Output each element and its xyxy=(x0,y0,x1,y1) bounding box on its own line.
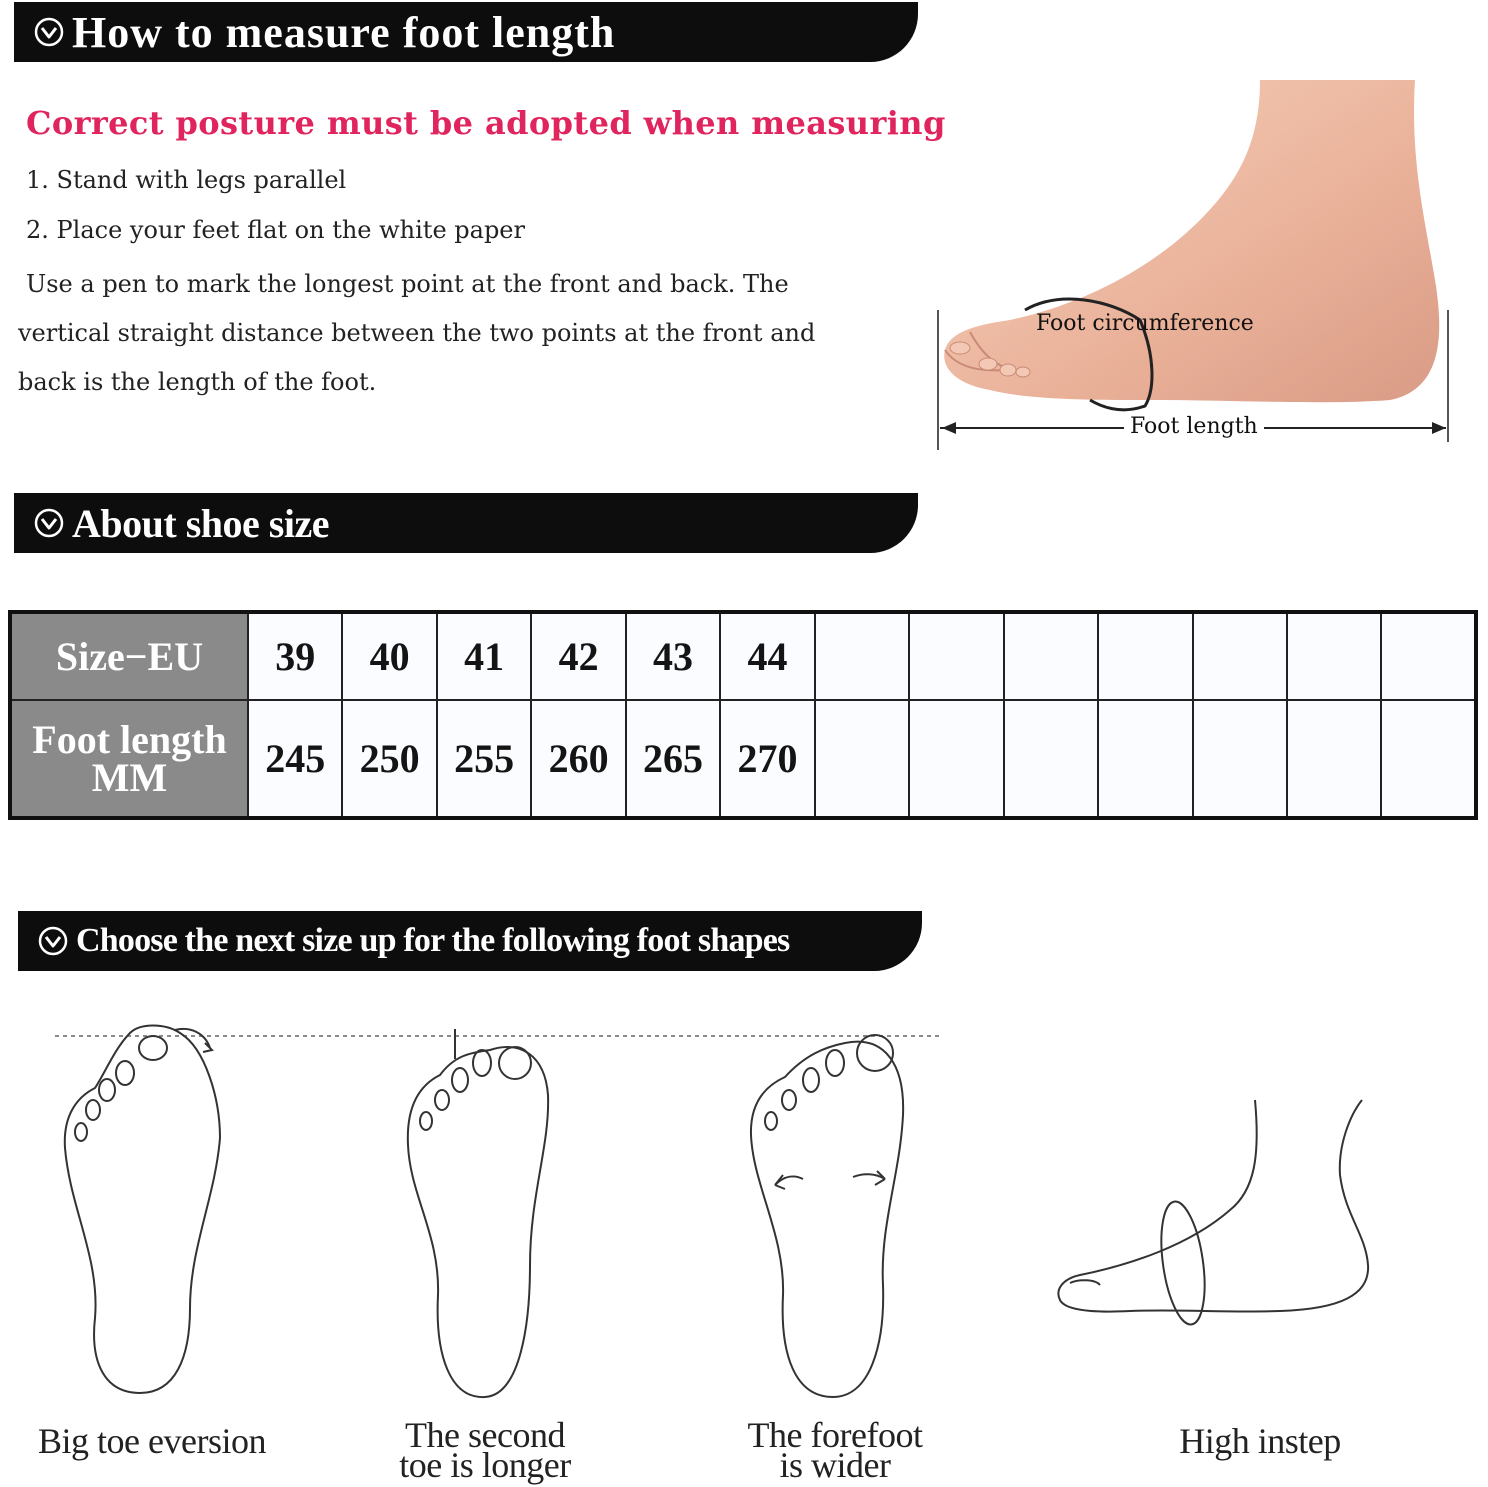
length-cell: 250 xyxy=(342,700,436,818)
length-cell: 245 xyxy=(248,700,342,818)
length-cell: 255 xyxy=(437,700,531,818)
length-cell xyxy=(1004,700,1098,818)
size-row xyxy=(10,612,1476,700)
shape-label-forefoot-wider: The forefoot is wider xyxy=(747,1415,923,1485)
size-cell: 42 xyxy=(531,612,625,700)
chevron-down-circle-icon xyxy=(34,508,64,538)
size-cell xyxy=(1098,612,1192,700)
size-chart-table xyxy=(8,610,1478,820)
size-header: Size−EU xyxy=(10,612,248,700)
section-banner-measure xyxy=(14,2,918,62)
section-banner-size xyxy=(14,493,918,553)
big-toe-eversion-icon xyxy=(55,1018,235,1403)
length-cell xyxy=(1098,700,1192,818)
size-cell xyxy=(1381,612,1476,700)
forefoot-wider-icon xyxy=(745,1025,915,1403)
length-row xyxy=(10,700,1476,818)
section-title: About shoe size xyxy=(72,500,329,546)
length-cell xyxy=(1287,700,1381,818)
shape-label-second-toe: The second toe is longer xyxy=(399,1415,571,1485)
size-cell xyxy=(815,612,909,700)
step-2: 2. Place your feet flat on the white paper xyxy=(26,216,525,244)
chevron-down-circle-icon xyxy=(34,17,64,47)
length-cell xyxy=(1193,700,1287,818)
size-cell: 40 xyxy=(342,612,436,700)
measure-instructions: Use a pen to mark the longest point at the front and back. The vertical straight distance between the two points at the front and back is the length of the foot. xyxy=(18,270,816,396)
section-title: Choose the next size up for the following foot shapes xyxy=(76,922,790,959)
foot-side-illustration xyxy=(930,70,1470,470)
length-cell xyxy=(909,700,1003,818)
size-cell: 39 xyxy=(248,612,342,700)
length-cell xyxy=(1381,700,1476,818)
length-cell: 265 xyxy=(626,700,720,818)
foot-length-label: Foot length xyxy=(1124,414,1264,439)
step-1: 1. Stand with legs parallel xyxy=(26,166,347,194)
size-cell xyxy=(1004,612,1098,700)
length-cell: 270 xyxy=(720,700,814,818)
length-cell: 260 xyxy=(531,700,625,818)
second-toe-longer-icon xyxy=(400,1025,560,1403)
section-title: How to measure foot length xyxy=(72,7,616,57)
size-cell: 41 xyxy=(437,612,531,700)
size-cell: 44 xyxy=(720,612,814,700)
size-cell xyxy=(1193,612,1287,700)
chevron-down-circle-icon xyxy=(38,926,68,956)
size-cell xyxy=(1287,612,1381,700)
foot-circumference-label: Foot circumference xyxy=(1036,311,1254,336)
high-instep-icon xyxy=(1050,1095,1380,1335)
size-cell xyxy=(909,612,1003,700)
shape-label-high-instep: High instep xyxy=(1179,1421,1341,1461)
shape-label-big-toe-eversion: Big toe eversion xyxy=(38,1421,266,1461)
size-cell: 43 xyxy=(626,612,720,700)
section-banner-shapes xyxy=(18,911,922,971)
measure-heading: Correct posture must be adopted when measuring xyxy=(26,104,946,142)
length-header: Foot length MM xyxy=(10,700,248,818)
length-cell xyxy=(815,700,909,818)
